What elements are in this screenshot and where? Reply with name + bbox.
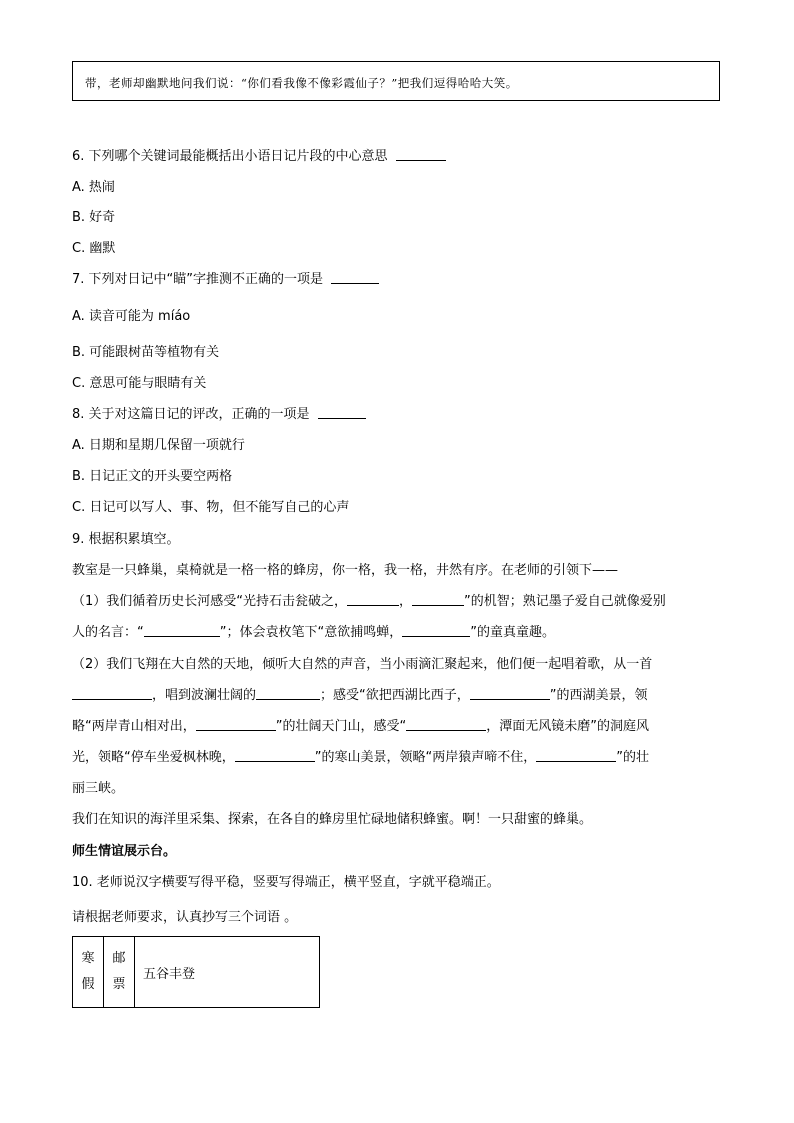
q8-option-c[interactable]: C. 日记可以写人、事、物，但不能写自己的心声 — [72, 500, 350, 515]
fill-blank[interactable] — [72, 687, 152, 700]
fill-blank[interactable] — [256, 687, 320, 700]
q7-option-b[interactable]: B. 可能跟树苗等植物有关 — [72, 345, 220, 360]
q10-instruction: 请根据老师要求，认真抄写三个词语 。 — [72, 910, 298, 925]
question-6-stem: 6. 下列哪个关键词最能概括出小语日记片段的中心意思 — [72, 145, 446, 164]
fill-blank[interactable] — [347, 593, 399, 606]
q7-option-c[interactable]: C. 意思可能与眼睛有关 — [72, 376, 207, 391]
q6-option-c[interactable]: C. 幽默 — [72, 241, 116, 256]
q9-part1-line2: 人的名言：“ ”；体会袁枚笔下“意欲捕鸣蝉， ”的童真童趣。 — [72, 625, 555, 640]
question-7-stem: 7. 下列对日记中“瞄”字推测不正确的一项是 — [72, 268, 379, 287]
fill-blank[interactable] — [144, 624, 220, 637]
q7-option-a[interactable]: A. 读音可能为 míáo — [72, 309, 191, 324]
fill-blank[interactable] — [196, 718, 276, 731]
q8-option-a[interactable]: A. 日期和星期几保留一项就行 — [72, 438, 245, 453]
q6-option-b[interactable]: B. 好奇 — [72, 210, 116, 225]
fill-blank[interactable] — [412, 593, 464, 606]
fill-blank[interactable] — [402, 624, 470, 637]
fill-blank[interactable] — [536, 749, 616, 762]
fill-blank[interactable] — [470, 687, 550, 700]
word-cell-hanjia[interactable]: 寒 假 — [73, 937, 104, 1008]
word-copy-table — [72, 936, 320, 1008]
question-10-stem: 10. 老师说汉字横要写得平稳，竖要写得端正，横平竖直，字就平稳端正。 — [72, 875, 500, 890]
q9-outro: 我们在知识的海洋里采集、探索，在各自的蜂房里忙碌地储积蜂蜜。啊！一只甜蜜的蜂巢。 — [72, 812, 593, 827]
q9-part2-line1: （2）我们飞翔在大自然的天地，倾听大自然的声音，当小雨滴汇聚起来，他们便一起唱着歌，从一首 — [72, 657, 653, 672]
q6-option-a[interactable]: A. 热闹 — [72, 180, 115, 195]
word-cell-youpiao[interactable]: 邮 票 — [104, 937, 135, 1008]
answer-blank[interactable] — [331, 271, 379, 284]
q8-option-b[interactable]: B. 日记正文的开头要空两格 — [72, 469, 233, 484]
table-row — [73, 937, 320, 1008]
section-title: 师生情谊展示台。 — [72, 844, 177, 859]
answer-blank[interactable] — [318, 406, 366, 419]
q9-part2-line5: 丽三峡。 — [72, 781, 125, 796]
question-9-stem: 9. 根据积累填空。 — [72, 532, 180, 547]
question-8-stem: 8. 关于对这篇日记的评改，正确的一项是 — [72, 403, 366, 422]
q9-intro: 教室是一只蜂巢，桌椅就是一格一格的蜂房，你一格，我一格，井然有序。在老师的引领下—— — [72, 563, 619, 578]
fill-blank[interactable] — [406, 718, 486, 731]
q9-part1-line1: （1）我们循着历史长河感受“光持石击瓮破之， ， ”的机智；熟记墨子爱自己就像爱别 — [72, 594, 666, 609]
excerpt-text: 带，老师却幽默地问我们说：“你们看我像不像彩霞仙子？”把我们逗得哈哈大笑。 — [85, 76, 518, 90]
fill-blank[interactable] — [235, 749, 315, 762]
word-cell-wugufengdeng[interactable]: 五谷丰登 — [135, 937, 320, 1008]
excerpt-box — [72, 61, 720, 101]
q9-part2-line2: ，唱到波澜壮阔的 ；感受“欲把西湖比西子， ”的西湖美景，领 — [72, 684, 648, 703]
q9-part2-line3: 略“两岸青山相对出， ”的壮阔天门山，感受“ ，潭面无风镜未磨”的洞庭风 — [72, 719, 649, 734]
q9-part2-line4: 光，领略“停车坐爱枫林晚， ”的寒山美景，领略“两岸猿声啼不住， ”的壮 — [72, 750, 649, 765]
answer-blank[interactable] — [396, 148, 446, 161]
